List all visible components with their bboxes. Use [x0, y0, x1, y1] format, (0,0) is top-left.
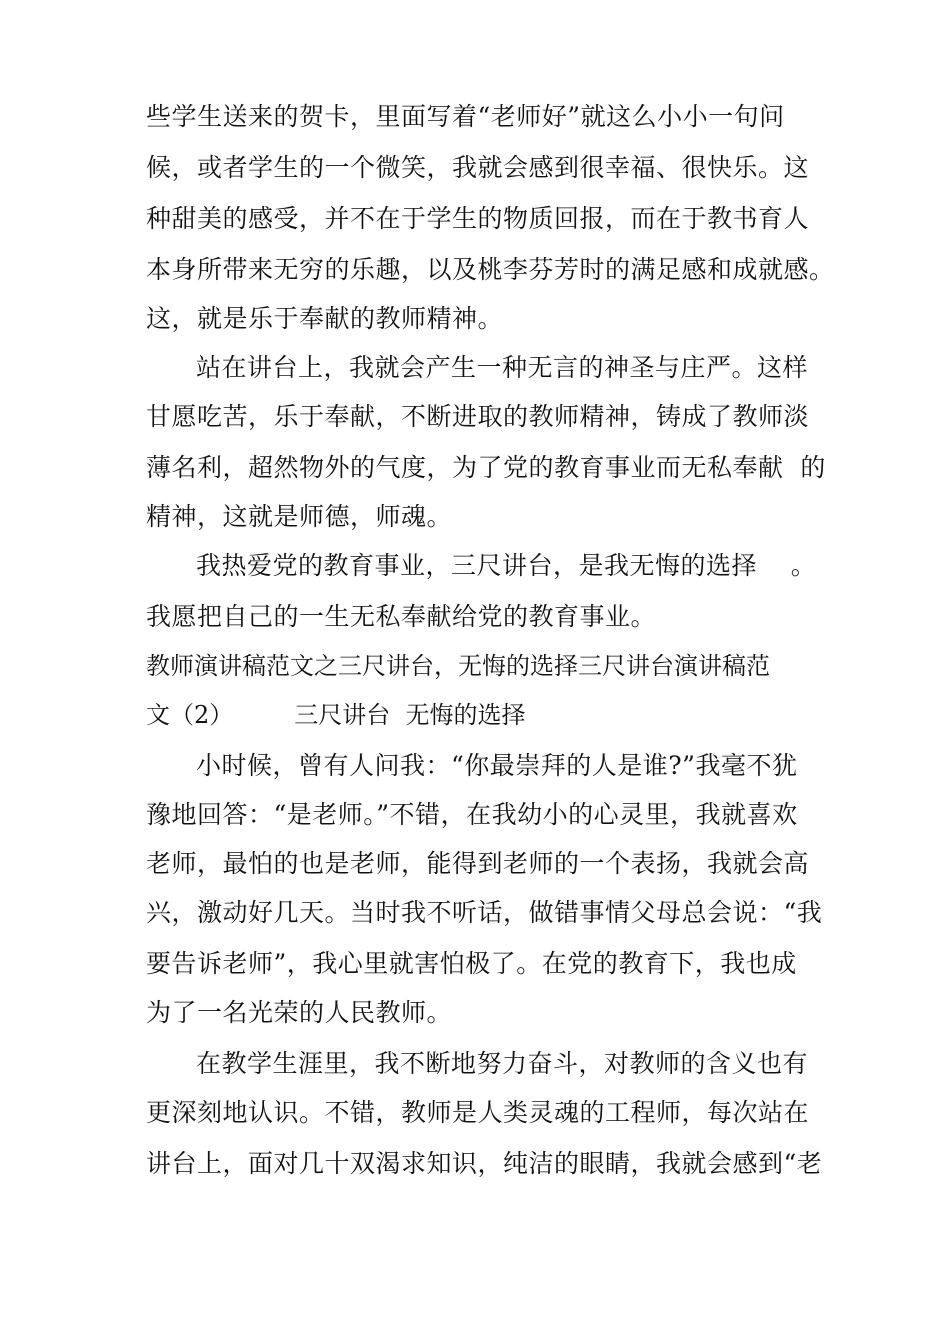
- paragraph-start-line: 我热爱党的教育事业，三尺讲台，是我无悔的选择 。: [196, 551, 817, 580]
- text-line: 些学生送来的贺卡，里面写着“老师好”就这么小小一句问: [146, 102, 785, 131]
- text-line: 豫地回答：“是老师。”不错，在我幼小的心灵里，我就喜欢: [146, 800, 798, 829]
- text-line: 薄名利，超然物外的气度，为了党的教育事业而无私奉献 的: [146, 453, 826, 482]
- section-title-line: 教师演讲稿范文之三尺讲台，无悔的选择三尺讲台演讲稿范: [146, 652, 770, 680]
- text-line: 精神，这就是师德，师魂。: [146, 502, 453, 531]
- text-line: 我愿把自己的一生无私奉献给党的教育事业。: [146, 602, 657, 631]
- paragraph-start-line: 小时候，曾有人问我：“你最崇拜的人是谁?”我毫不犹: [196, 751, 798, 780]
- text-line: 甘愿吃苦，乐于奉献，不断进取的教师精神，铸成了教师淡: [146, 402, 810, 431]
- text-line: 讲台上，面对几十双渴求知识，纯洁的眼睛，我就会感到“老: [146, 1149, 823, 1178]
- paragraph-start-line: 站在讲台上，我就会产生一种无言的神圣与庄严。这样: [196, 353, 809, 382]
- text-line: 这，就是乐于奉献的教师精神。: [146, 304, 504, 333]
- text-line: 本身所带来无穷的乐趣，以及桃李芬芳时的满足感和成就感。: [146, 255, 835, 284]
- text-line: 候，或者学生的一个微笑，我就会感到很幸福、很快乐。这: [146, 153, 810, 182]
- text-line: 为了一名光荣的人民教师。: [146, 998, 453, 1027]
- text-line: 要告诉老师”，我心里就害怕极了。在党的教育下，我也成: [146, 949, 797, 978]
- text-line: 种甜美的感受，并不在于学生的物质回报，而在于教书育人: [146, 204, 810, 233]
- paragraph-start-line: 在教学生涯里，我不断地努力奋斗，对教师的含义也有: [196, 1049, 809, 1078]
- text-line: 更深刻地认识。不错，教师是人类灵魂的工程师，每次站在: [146, 1098, 810, 1127]
- text-line: 老师，最怕的也是老师，能得到老师的一个表扬，我就会高: [146, 849, 810, 878]
- section-title-line: 文（2） 三尺讲台 无悔的选择: [146, 701, 526, 729]
- text-line: 兴，激动好几天。当时我不听话，做错事情父母总会说：“我: [146, 898, 823, 927]
